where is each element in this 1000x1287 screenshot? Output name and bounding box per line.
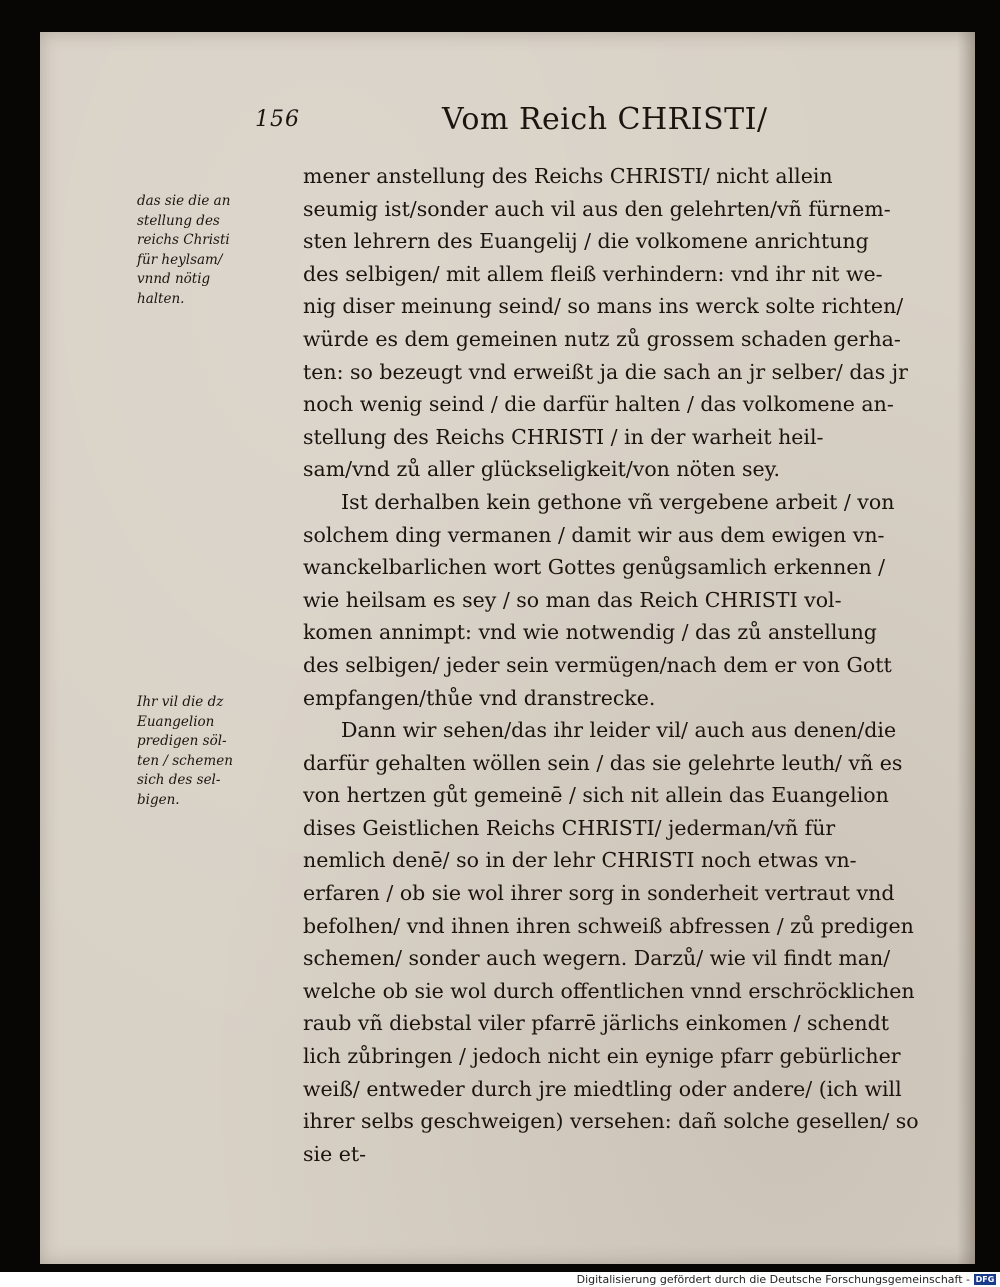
- book-page: [40, 32, 975, 1264]
- body-line: würde es dem gemeinen nutz zů grossem schaden gerha-: [303, 326, 901, 351]
- margin-note-2: [137, 693, 275, 810]
- body-line: empfangen/thůe vnd dranstrecke.: [303, 685, 656, 710]
- body-line: befolhen/ vnd ihnen ihren schweiß abfressen / zů predigen: [303, 913, 914, 938]
- margin-note-line: Euangelion: [137, 713, 215, 730]
- body-line: darfür gehalten wöllen sein / das sie gelehrte leuth/ vñ es: [303, 750, 903, 775]
- body-line: wie heilsam es sey / so man das Reich CHRISTI vol-: [303, 587, 842, 612]
- running-head: Vom Reich CHRISTI/: [442, 102, 768, 137]
- margin-note-line: halten.: [137, 290, 185, 307]
- footer-band: [0, 1272, 1000, 1287]
- margin-note-line: predigen söl-: [137, 733, 227, 749]
- dfg-logo: DFG: [975, 1275, 995, 1284]
- margin-note-line: vnnd nötig: [137, 271, 211, 287]
- body-line: mener anstellung des Reichs CHRISTI/ nicht allein: [303, 164, 833, 188]
- margin-note-line: reichs Christi: [137, 232, 230, 248]
- body-line: nemlich denē/ so in der lehr CHRISTI noch etwas vn-: [303, 848, 857, 873]
- body-line: von hertzen gůt gemeinē / sich nit allein das Euangelion: [303, 783, 889, 808]
- body-line: Ist derhalben kein gethone vñ vergebene arbeit / von: [341, 489, 895, 514]
- body-line: Dann wir sehen/das ihr leider vil/ auch aus denen/die: [341, 718, 897, 743]
- margin-note-line: für heylsam/: [137, 251, 223, 268]
- body-line: nig diser meinung seind/ so mans ins werck solte richten/: [303, 294, 904, 319]
- body-line: schemen/ sonder auch wegern. Darzů/ wie vil findt man/: [303, 946, 891, 971]
- margin-note-line: das sie die an: [137, 193, 231, 209]
- body-line: wanckelbarlichen wort Gottes genůgsamlich erkennen /: [303, 555, 886, 580]
- body-line: raub vñ diebstal viler pfarrē järlichs einkomen / schendt: [303, 1011, 889, 1036]
- body-line: dises Geistlichen Reichs CHRISTI/ jederman/vñ für: [303, 815, 836, 840]
- body-line: erfaren / ob sie wol ihrer sorg in sonderheit vertraut vnd: [303, 881, 895, 906]
- body-line: sten lehrern des Euangelij / die volkomene anrichtung: [303, 229, 869, 254]
- margin-note-line: bigen.: [137, 791, 180, 808]
- body-line: des selbigen/ mit allem fleiß verhindern: vnd ihr nit we-: [303, 261, 883, 286]
- body-line: solchem ding vermanen / damit wir aus dem ewigen vn-: [303, 522, 885, 547]
- body-line: sie et-: [303, 1141, 367, 1166]
- page-number: 156: [255, 107, 300, 132]
- funding-notice: Digitalisierung gefördert durch die Deutsche Forschungsgemeinschaft -: [576, 1273, 970, 1286]
- margin-note-line: stellung des: [137, 212, 220, 229]
- body-line: stellung des Reichs CHRISTI / in der warheit heil-: [303, 424, 824, 449]
- body-line: ten: so bezeugt vnd erweißt ja die sach an jr selber/ das jr: [303, 359, 908, 384]
- body-line: komen annimpt: vnd wie notwendig / das zů anstellung: [303, 620, 877, 645]
- body-line: seumig ist/sonder auch vil aus den gelehrten/vñ fürnem-: [303, 196, 891, 221]
- margin-note-line: Ihr vil die dz: [137, 694, 224, 710]
- body-line: welche ob sie wol durch offentlichen vnnd erschröcklichen: [303, 978, 915, 1003]
- body-line: des selbigen/ jeder sein vermügen/nach dem er von Gott: [303, 652, 892, 677]
- margin-note-1: [137, 192, 275, 309]
- body-text: [303, 160, 975, 1170]
- margin-note-line: ten / schemen: [137, 752, 233, 769]
- body-line: weiß/ entweder durch jre miedtling oder andere/ (ich will: [303, 1076, 902, 1101]
- body-line: ihrer selbs geschweigen) versehen: dañ solche gesellen/ so: [303, 1109, 919, 1134]
- body-line: sam/vnd zů aller glückseligkeit/von nöten sey.: [303, 457, 781, 482]
- margin-note-line: sich des sel-: [137, 772, 221, 788]
- body-line: lich zůbringen / jedoch nicht ein eynige pfarr gebürlicher: [303, 1044, 901, 1069]
- body-line: noch wenig seind / die darfür halten / das volkomene an-: [303, 392, 894, 417]
